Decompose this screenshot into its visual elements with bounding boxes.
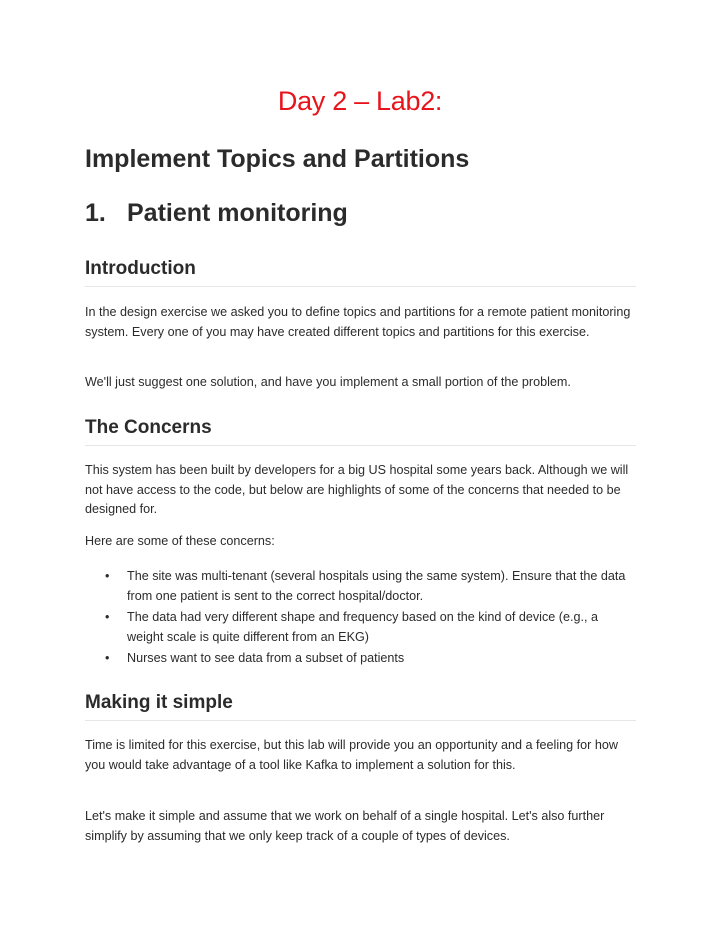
making-it-simple-heading: Making it simple: [85, 692, 636, 721]
introduction-heading: Introduction: [85, 258, 636, 287]
concerns-paragraph-1: This system has been built by developers for a big US hospital some years back. Although we will not have access to the code, but below are highlights of some of the concerns that needed to be designed for.: [85, 463, 629, 516]
list-item: [85, 649, 636, 669]
concerns-heading: The Concerns: [85, 417, 636, 446]
bullet-icon: •: [105, 651, 110, 665]
list-item: [85, 567, 636, 606]
sub-title-number: 1.: [85, 199, 106, 227]
sub-title: [85, 199, 348, 228]
making-it-simple-paragraph-1: Time is limited for this exercise, but this lab will provide you an opportunity and a feeling for how you would take advantage of a tool like Kafka to implement a solution for this.: [85, 738, 618, 772]
making-it-simple-paragraph-2: Let's make it simple and assume that we work on behalf of a single hospital. Let's also further simplify by assuming that we only keep track of a couple of types of devices.: [85, 809, 605, 843]
sub-title-text: Patient monitoring: [127, 199, 348, 227]
list-item-text: The data had very different shape and frequency based on the kind of device (e.g., a weight scale is quite different from an EKG): [127, 610, 598, 644]
introduction-paragraph-2: We'll just suggest one solution, and have you implement a small portion of the problem.: [85, 375, 571, 389]
main-title: Implement Topics and Partitions: [85, 145, 470, 173]
bullet-icon: •: [105, 610, 110, 624]
concerns-list: [85, 567, 636, 671]
day-title: Day 2 – Lab2:: [277, 86, 443, 116]
bullet-icon: •: [105, 569, 110, 583]
list-item-text: The site was multi-tenant (several hospitals using the same system). Ensure that the data from one patient is sent to the correct hospital/doctor.: [127, 569, 626, 603]
concerns-paragraph-2: Here are some of these concerns:: [85, 534, 275, 548]
list-item: [85, 608, 636, 647]
introduction-paragraph-1: In the design exercise we asked you to define topics and partitions for a remote patient monitoring system. Every one of you may have created different topics and partitions for this exercise.: [85, 305, 631, 339]
list-item-text: Nurses want to see data from a subset of patients: [127, 651, 405, 665]
